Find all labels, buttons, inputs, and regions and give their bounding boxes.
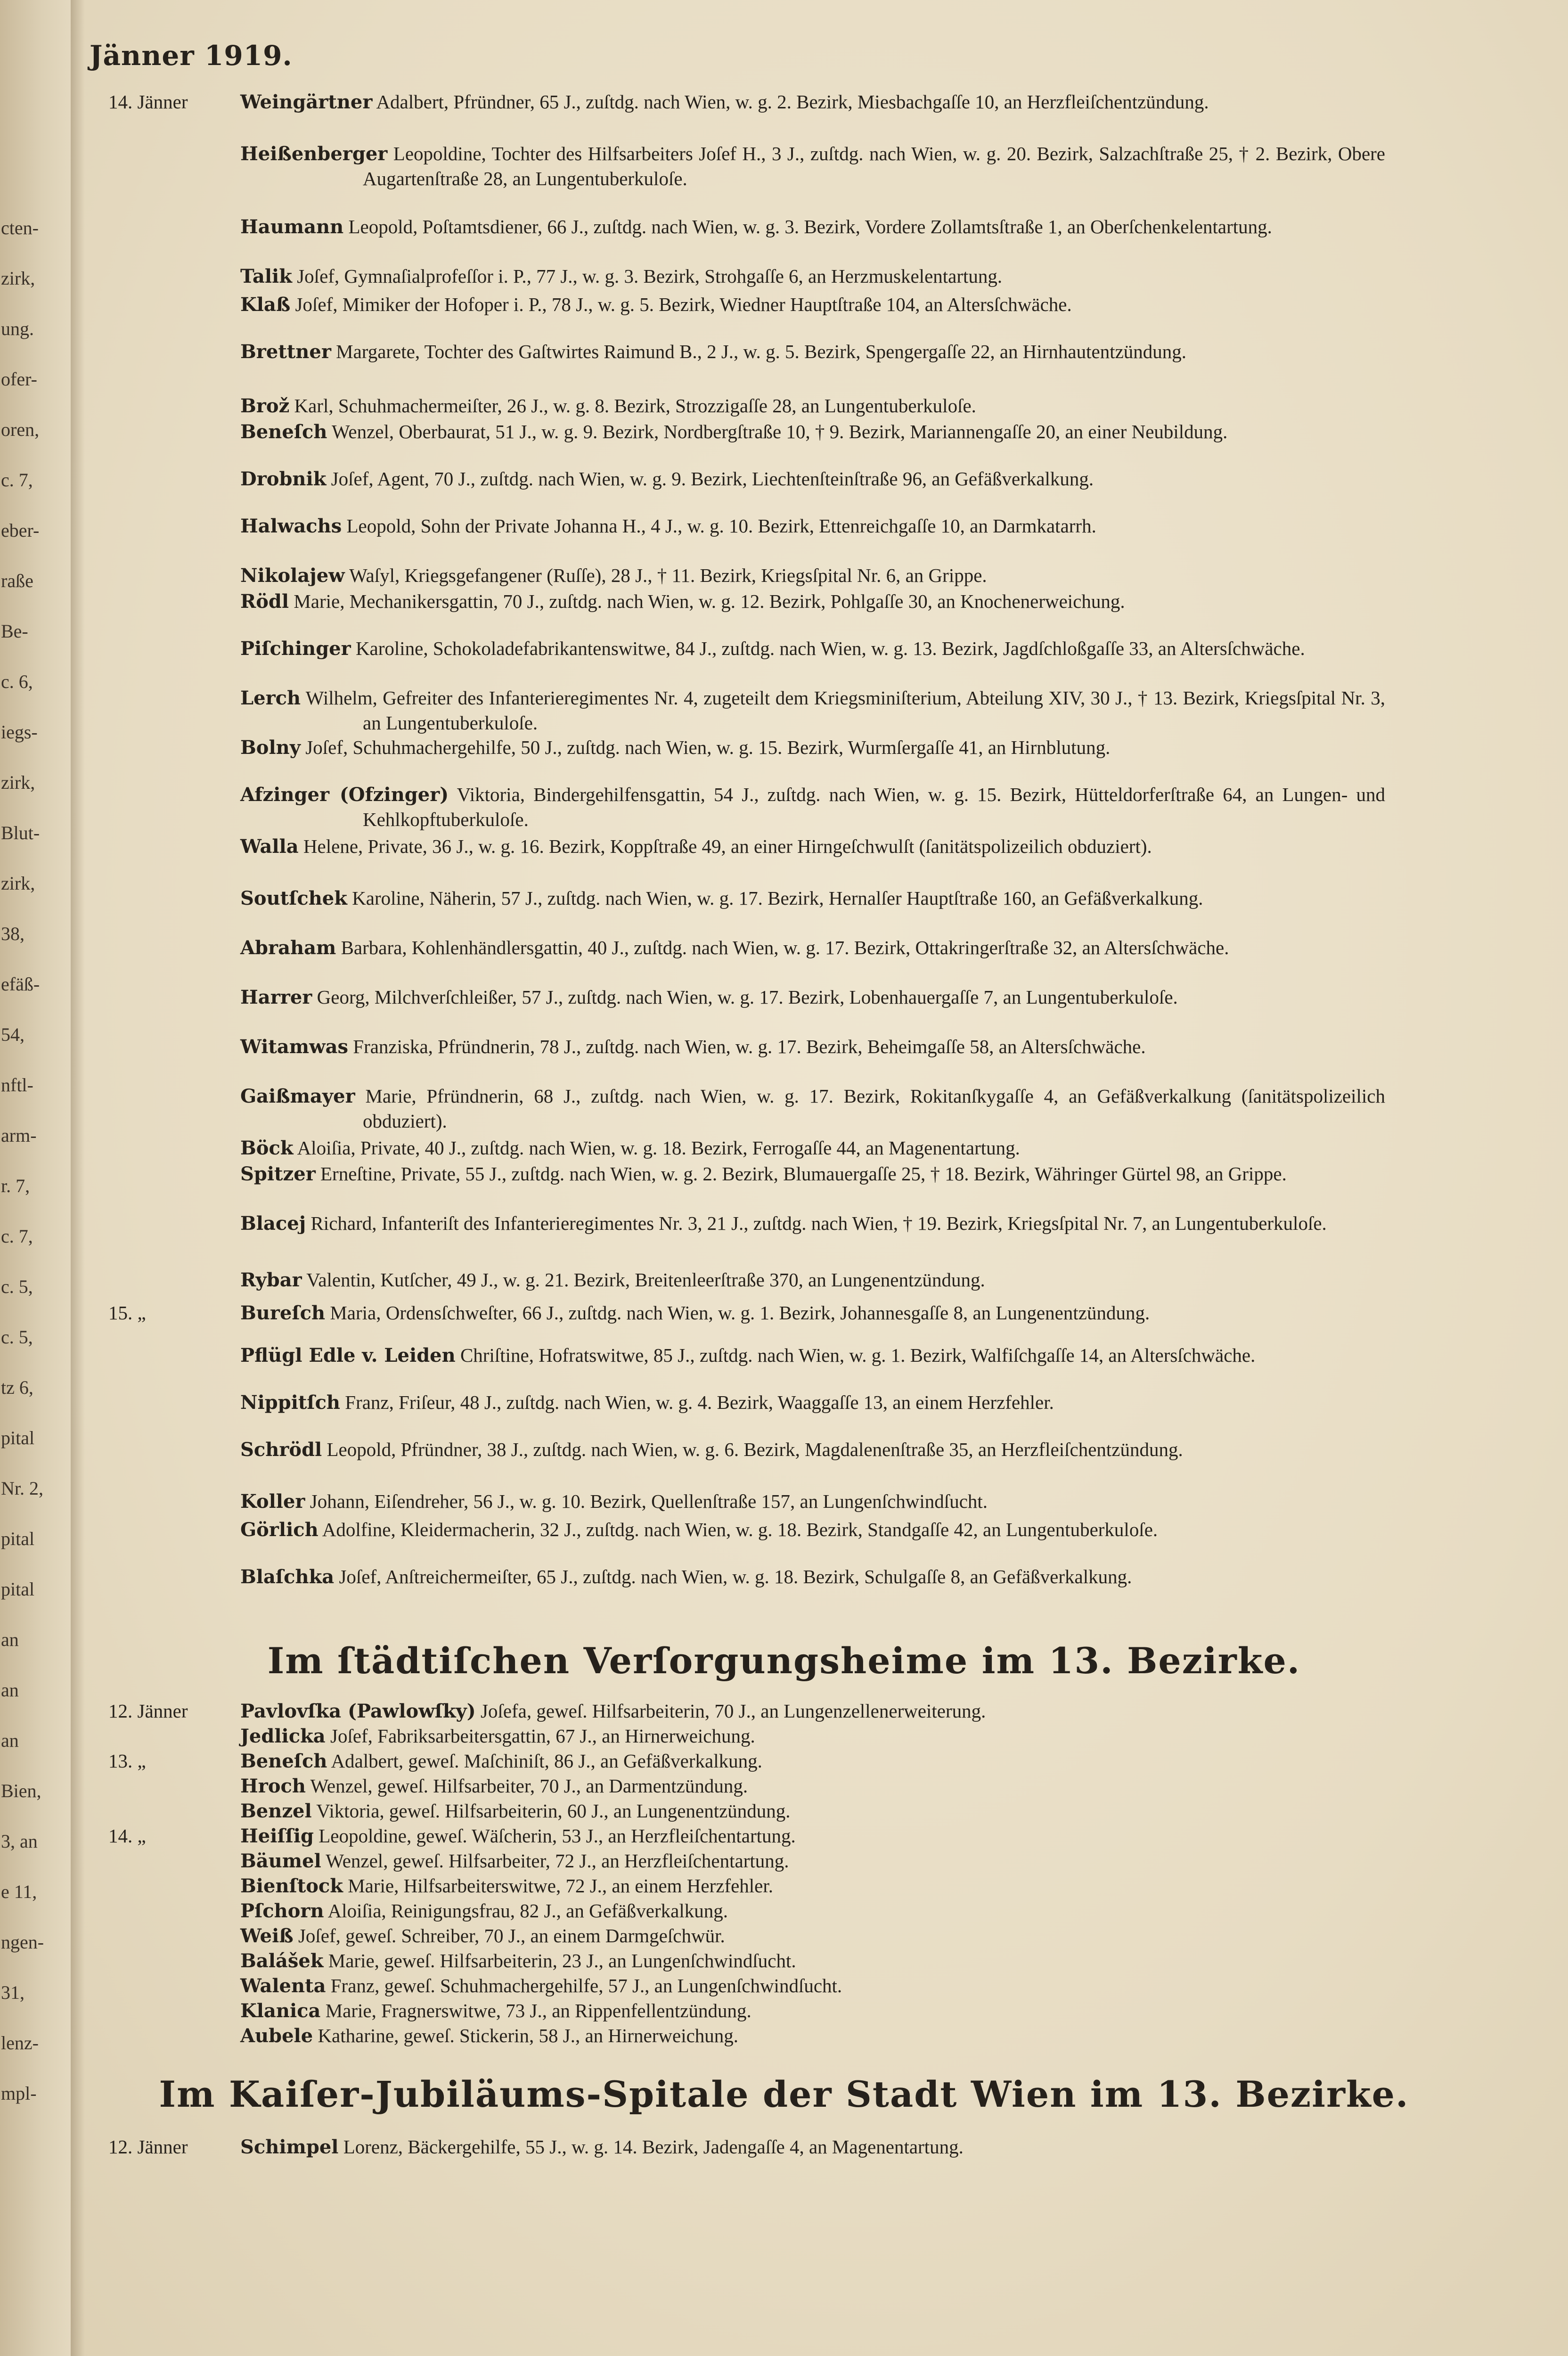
binding-text-fragment: c. 7, [1,469,33,491]
entry-body [240,935,1385,960]
death-record-entry [90,1517,1385,1542]
death-record-entry [90,292,1385,317]
entry-details: Joſef, Fabriksarbeitersgattin, 67 J., an Hirnerweichung. [330,1725,755,1747]
death-record-entry [90,393,1385,418]
entry-surname: Heiſſig [240,1825,314,1847]
entry-body [240,1948,1385,1973]
entry-date: 12. Jänner [108,1700,188,1722]
binding-text-fragment: Be- [1,621,28,642]
entry-body [240,1898,1385,1923]
entry-details: Helene, Private, 36 J., w. g. 16. Bezirk, Koppſtraße 49, an einer Hirngeſchwulſt (ſanitätspolizeilich obduziert). [303,835,1152,857]
entry-details: Wenzel, geweſ. Hilfsarbeiter, 72 J., an Herzfleiſchentartung. [326,1850,789,1872]
entry-surname: Balášek [240,1950,324,1972]
death-record-entry [90,1162,1385,1186]
entry-body [240,1699,1385,1724]
entry-surname: Bienſtock [240,1875,343,1897]
binding-text-fragment: pital [1,1427,35,1448]
death-record-entry [90,886,1385,911]
section-title-jubilaeumsspital: Im Kaiſer-Jubiläums-Spitale der Stadt Wien im 13. Bezirke. [159,2073,1409,2115]
entry-body [240,1873,1385,1898]
entry-details: Wenzel, geweſ. Hilfsarbeiter, 70 J., an Darmentzündung. [310,1775,748,1797]
entry-body [240,2135,1385,2160]
entry-surname: Abraham [240,937,336,959]
entry-body [240,589,1385,614]
entry-details: Aloiſia, Private, 40 J., zuſtdg. nach Wien, w. g. 18. Bezirk, Ferrogaſſe 44, an Magenentartung. [297,1137,1020,1159]
binding-text-fragment: iegs- [1,721,38,743]
entry-details: Karl, Schuhmachermeiſter, 26 J., w. g. 8. Bezirk, Strozzigaſſe 28, an Lungentuberkuloſe. [294,395,976,417]
entry-date: 13. „ [108,1750,146,1772]
entry-body [240,1998,1385,2023]
entry-body [240,1517,1385,1542]
binding-text-fragment: c. 6, [1,671,33,692]
entry-surname: Piſchinger [240,638,351,660]
entry-body [240,886,1385,911]
entry-date: 14. „ [108,1825,146,1847]
entry-body [240,782,1385,832]
entry-surname: Rödl [240,590,289,613]
entry-surname: Nikolajew [240,564,345,587]
binding-text-fragment: tz 6, [1,1377,33,1398]
death-record-entry [90,1749,1385,1774]
binding-text-fragment: e 11, [1,1881,37,1902]
death-record-entry [90,563,1385,588]
entry-surname: Pſchorn [240,1900,324,1922]
death-record-entry [90,1799,1385,1824]
entry-details: Joſef, Schuhmachergehilfe, 50 J., zuſtdg. nach Wien, w. g. 15. Bezirk, Wurmſergaſſe 41, an Hirnblutung. [305,736,1111,758]
entry-details: Richard, Infanteriſt des Infanterieregimentes Nr. 3, 21 J., zuſtdg. nach Wien, † 19. Bezirk, Kriegsſpital Nr. 7, an Lungentuberkuloſe. [310,1212,1327,1234]
entry-surname: Görlich [240,1519,318,1541]
entry-details: Erneſtine, Private, 55 J., zuſtdg. nach Wien, w. g. 2. Bezirk, Blumauergaſſe 25, † 18. Bezirk, Währinger Gürtel 98, an Grippe. [320,1163,1287,1185]
death-record-entry [90,1873,1385,1898]
entry-surname: Bureſch [240,1302,326,1324]
death-record-entry [90,636,1385,661]
entry-details: Marie, Hilfsarbeiterswitwe, 72 J., an einem Herzfehler. [348,1875,774,1897]
entry-date: 15. „ [108,1302,146,1324]
entry-details: Viktoria, geweſ. Hilfsarbeiterin, 60 J., an Lungenentzündung. [316,1800,791,1822]
entry-surname: Halwachs [240,515,342,537]
entry-surname: Walenta [240,1975,326,1997]
entry-details: Johann, Eiſendreher, 56 J., w. g. 10. Bezirk, Quellenſtraße 157, an Lungenſchwindſucht. [310,1490,988,1512]
death-record-entry [90,589,1385,614]
entry-surname: Schrödl [240,1439,322,1461]
entry-details: Leopold, Pfründner, 38 J., zuſtdg. nach Wien, w. g. 6. Bezirk, Magdalenenſtraße 35, an Herzfleiſchentzündung. [327,1439,1183,1460]
entry-details: Adalbert, geweſ. Maſchiniſt, 86 J., an Gefäßverkalkung. [331,1750,762,1772]
binding-text-fragment: c. 5, [1,1326,33,1348]
entry-details: Franz, Friſeur, 48 J., zuſtdg. nach Wien, w. g. 4. Bezirk, Waaggaſſe 13, an einem Herzfehler. [345,1391,1054,1413]
entry-surname: Witamwas [240,1036,349,1058]
binding-shadow [71,0,85,2356]
entry-details: Joſef, geweſ. Schreiber, 70 J., an einem Darmgeſchwür. [298,1925,725,1947]
entry-details: Marie, Pfründnerin, 68 J., zuſtdg. nach Wien, w. g. 17. Bezirk, Rokitanſkygaſſe 4, an Gefäßverkalkung (ſanitätspolizeilich obduziert). [363,1085,1386,1132]
entry-body [240,214,1385,239]
death-record-entry [90,339,1385,364]
entry-surname: Haumann [240,216,344,238]
entry-body [240,1136,1385,1161]
entry-details: Margarete, Tochter des Gaſtwirtes Raimund B., 2 J., w. g. 5. Bezirk, Spengergaſſe 22, an Hirnhautentzündung. [336,341,1187,362]
binding-text-fragment: lenz- [1,2032,39,2053]
entry-details: Joſef, Gymnaſialprofeſſor i. P., 77 J., w. g. 3. Bezirk, Strohgaſſe 6, an Herzmuskelentartung. [297,265,1003,287]
binding-text-fragment: arm- [1,1125,37,1146]
entry-body [240,393,1385,418]
death-record-entry [90,141,1385,191]
binding-text-fragment: 3, an [1,1831,38,1852]
entry-details: Franz, geweſ. Schuhmachergehilfe, 57 J., an Lungenſchwindſucht. [330,1975,842,1996]
death-record-entry [90,1973,1385,1998]
entry-details: Leopold, Poſtamtsdiener, 66 J., zuſtdg. nach Wien, w. g. 3. Bezirk, Vordere Zollamtsſtraße 1, an Oberſchenkelentartung. [348,216,1272,237]
entry-details: Marie, Mechanikersgattin, 70 J., zuſtdg. nach Wien, w. g. 12. Bezirk, Pohlgaſſe 30, an Knochenerweichung. [294,590,1125,612]
entry-body [240,636,1385,661]
entry-surname: Nippitſch [240,1391,341,1414]
death-record-entry [90,1824,1385,1849]
entry-surname: Talik [240,265,292,287]
entry-body [240,339,1385,364]
entry-surname: Afzinger (Ofzinger) [240,784,449,806]
death-record-entry [90,419,1385,444]
death-record-entry [90,466,1385,491]
entry-details: Waſyl, Kriegsgefangener (Ruſſe), 28 J., † 11. Bezirk, Kriegsſpital Nr. 6, an Grippe. [349,564,987,586]
death-record-entry [90,2023,1385,2048]
binding-text-fragment: c. 5, [1,1276,33,1297]
entry-details: Georg, Milchverſchleißer, 57 J., zuſtdg. nach Wien, w. g. 17. Bezirk, Lobenhauergaſſe 7, an Lungentuberkuloſe. [317,986,1178,1008]
entry-surname: Schimpel [240,2136,339,2158]
entry-body [240,1849,1385,1873]
entry-details: Marie, Fragnerswitwe, 73 J., an Rippenfellentzündung. [325,2000,751,2021]
binding-text-fragment: pital [1,1579,35,1600]
death-record-entry [90,1211,1385,1236]
death-record-entry [90,2135,1385,2160]
entry-surname: Koller [240,1490,305,1513]
binding-text-fragment: eber- [1,520,40,541]
entry-details: Franziska, Pfründnerin, 78 J., zuſtdg. nach Wien, w. g. 17. Bezirk, Beheimgaſſe 58, an Altersſchwäche. [353,1036,1146,1057]
entry-body [240,1343,1385,1368]
entry-body [240,1774,1385,1799]
entry-surname: Walla [240,835,299,858]
entry-details: Adolfine, Kleidermacherin, 32 J., zuſtdg. nach Wien, w. g. 18. Bezirk, Standgaſſe 42, an Lungentuberkuloſe. [322,1519,1158,1540]
entry-body [240,1564,1385,1589]
entry-surname: Weingärtner [240,91,373,113]
binding-text-fragment: zirk, [1,873,35,894]
entry-surname: Soutſchek [240,887,347,909]
death-record-entry [90,1034,1385,1059]
binding-text-fragment: nftl- [1,1074,33,1096]
binding-text-fragment: ofer- [1,368,37,390]
entry-surname: Blaſchka [240,1566,335,1588]
death-record-entry [90,985,1385,1010]
binding-text-fragment: cten- [1,217,39,238]
binding-text-fragment: an [1,1679,19,1701]
binding-text-fragment: 31, [1,1982,24,2003]
death-record-entry [90,1136,1385,1161]
entry-body [240,1390,1385,1415]
binding-text-fragment: 38, [1,923,24,944]
death-record-entry [90,1084,1385,1133]
binding-text-fragment: raße [1,570,33,591]
binding-text-fragment: zirk, [1,772,35,793]
death-record-entry [90,735,1385,760]
entry-details: Wenzel, Oberbaurat, 51 J., w. g. 9. Bezirk, Nordbergſtraße 10, † 9. Bezirk, Mariannengaſſe 20, an einer Neubildung. [331,421,1228,442]
death-record-entry [90,90,1385,115]
entry-body [240,563,1385,588]
entry-body [240,985,1385,1010]
entry-body [240,1923,1385,1948]
death-record-entry [90,1301,1385,1325]
death-record-entry [90,264,1385,289]
entry-body [240,419,1385,444]
entry-body [240,264,1385,289]
entry-body [240,1973,1385,1998]
death-record-entry [90,514,1385,539]
death-record-entry [90,834,1385,859]
entry-surname: Klaß [240,294,291,316]
entry-body [240,141,1385,191]
entry-body [240,1034,1385,1059]
entry-surname: Bäumel [240,1850,321,1872]
death-record-entry [90,935,1385,960]
entry-surname: Harrer [240,986,312,1008]
entry-body [240,1301,1385,1325]
entry-surname: Gaißmayer [240,1085,355,1107]
entry-body [240,686,1385,735]
entry-surname: Brettner [240,341,331,363]
entry-details: Leopoldine, geweſ. Wäſcherin, 53 J., an Herzfleiſchentartung. [318,1825,796,1847]
death-record-entry [90,1923,1385,1948]
death-record-entry [90,1343,1385,1368]
entry-details: Katharine, geweſ. Stickerin, 58 J., an Hirnerweichung. [318,2025,739,2046]
entry-surname: Blacej [240,1212,306,1235]
entry-surname: Heißenberger [240,143,388,165]
binding-text-fragment: 54, [1,1024,24,1045]
entry-body [240,514,1385,539]
entry-details: Joſef, Anſtreichermeiſter, 65 J., zuſtdg. nach Wien, w. g. 18. Bezirk, Schulgaſſe 8, an Gefäßverkalkung. [339,1566,1132,1587]
entry-surname: Beneſch [240,1750,327,1772]
entry-surname: Rybar [240,1269,302,1291]
entry-body [240,1749,1385,1774]
death-record-entry [90,1898,1385,1923]
entry-surname: Böck [240,1137,294,1159]
entry-details: Viktoria, Bindergehilfensgattin, 54 J., zuſtdg. nach Wien, w. g. 15. Bezirk, Hütteldorferſtraße 64, an Lungen- und Kehlkopftuberkuloſe. [363,784,1385,830]
death-record-entry [90,1849,1385,1873]
running-head: Jänner 1919. [90,40,293,72]
entry-details: Karoline, Schokoladefabrikantenswitwe, 84 J., zuſtdg. nach Wien, w. g. 13. Bezirk, Jagdſchloßgaſſe 33, an Altersſchwäche. [355,638,1305,659]
entry-surname: Jedlicka [240,1725,326,1747]
binding-text-fragment: Bien, [1,1780,41,1801]
entry-surname: Aubele [240,2025,313,2047]
entry-details: Barbara, Kohlenhändlersgattin, 40 J., zuſtdg. nach Wien, w. g. 17. Bezirk, Ottakringerſtraße 32, an Altersſchwäche. [341,937,1229,958]
entry-surname: Klanica [240,2000,321,2022]
binding-text-fragment: an [1,1629,19,1650]
death-record-entry [90,782,1385,832]
entry-date: 12. Jänner [108,2136,188,2158]
entry-body [240,834,1385,859]
entry-details: Aloiſia, Reinigungsfrau, 82 J., an Gefäßverkalkung. [327,1900,728,1922]
binding-text-fragment: Blut- [1,822,40,843]
entry-body [240,1824,1385,1849]
binding-text-fragment: ngen- [1,1931,44,1953]
entry-details: Wilhelm, Gefreiter des Infanterieregimentes Nr. 4, zugeteilt dem Kriegsminiſterium, Abteilung XIV, 30 J., † 13. Bezirk, Kriegsſpital Nr. 3, an Lungentuberkuloſe. [305,687,1385,734]
death-record-entry [90,1489,1385,1514]
entry-body [240,1724,1385,1749]
binding-text-fragment: an [1,1730,19,1751]
entry-body [240,2023,1385,2048]
entry-surname: Pavlovſka (Pawlowſky) [240,1700,476,1722]
entry-details: Leopold, Sohn der Private Johanna H., 4 J., w. g. 10. Bezirk, Ettenreichgaſſe 10, an Darmkatarrh. [346,515,1096,537]
entry-surname: Hroch [240,1775,306,1797]
death-record-entry [90,214,1385,239]
entry-details: Joſef, Agent, 70 J., zuſtdg. nach Wien, w. g. 9. Bezirk, Liechtenſteinſtraße 96, an Gefäßverkalkung. [331,468,1094,490]
entry-surname: Brož [240,395,290,417]
entry-details: Marie, geweſ. Hilfsarbeiterin, 23 J., an Lungenſchwindſucht. [328,1950,796,1972]
binding-text-fragment: zirk, [1,268,35,289]
death-record-entry [90,686,1385,735]
death-record-entry [90,1948,1385,1973]
death-record-entry [90,1390,1385,1415]
entry-body [240,1437,1385,1462]
death-record-entry [90,1564,1385,1589]
entry-body [240,90,1385,115]
entry-details: Chriſtine, Hofratswitwe, 85 J., zuſtdg. nach Wien, w. g. 1. Bezirk, Walfiſchgaſſe 14, an Altersſchwäche. [460,1344,1256,1366]
entry-body [240,1489,1385,1514]
section-title-versorgungsheim: Im ſtädtiſchen Verſorgungsheime im 13. Bezirke. [267,1640,1301,1682]
entry-body [240,466,1385,491]
entry-body [240,1799,1385,1824]
entry-details: Valentin, Kutſcher, 49 J., w. g. 21. Bezirk, Breitenleerſtraße 370, an Lungenentzündung. [306,1269,985,1291]
death-record-entry [90,1774,1385,1799]
entry-body [240,292,1385,317]
entry-surname: Benzel [240,1800,312,1822]
entry-details: Leopoldine, Tochter des Hilfsarbeiters Joſef H., 3 J., zuſtdg. nach Wien, w. g. 20. Bezirk, Salzachſtraße 25, † 2. Bezirk, Obere Augartenſtraße 28, an Lungentuberkuloſe. [363,143,1385,189]
entry-surname: Weiß [240,1925,294,1947]
entry-body [240,1162,1385,1186]
binding-text-fragment: ung. [1,318,34,339]
entry-surname: Pflügl Edle v. Leiden [240,1344,456,1366]
entry-body [240,1084,1385,1133]
entry-date: 14. Jänner [108,91,188,113]
binding-text-fragment: c. 7, [1,1226,33,1247]
entry-body [240,1268,1385,1293]
entry-surname: Beneſch [240,421,327,443]
entry-details: Joſef, Mimiker der Hofoper i. P., 78 J., w. g. 5. Bezirk, Wiedner Hauptſtraße 104, an Altersſchwäche. [295,294,1072,315]
entry-surname: Bolny [240,736,301,759]
entry-details: Lorenz, Bäckergehilfe, 55 J., w. g. 14. Bezirk, Jadengaſſe 4, an Magenentartung. [343,2136,964,2158]
entry-surname: Drobnik [240,468,327,490]
entry-details: Karoline, Näherin, 57 J., zuſtdg. nach Wien, w. g. 17. Bezirk, Hernalſer Hauptſtraße 160, an Gefäßverkalkung. [352,887,1203,909]
entry-body [240,1211,1385,1236]
entry-details: Joſefa, geweſ. Hilfsarbeiterin, 70 J., an Lungenzellenerweiterung. [480,1700,986,1722]
death-record-entry [90,1998,1385,2023]
entry-surname: Lerch [240,687,301,709]
binding-text-fragment: pital [1,1528,35,1549]
death-record-entry [90,1724,1385,1749]
death-record-entry [90,1268,1385,1293]
binding-text-fragment: r. 7, [1,1175,30,1196]
entry-details: Adalbert, Pfründner, 65 J., zuſtdg. nach Wien, w. g. 2. Bezirk, Miesbachgaſſe 10, an Herzfleiſchentzündung. [376,91,1209,113]
entry-surname: Spitzer [240,1163,316,1185]
binding-text-fragment: oren, [1,419,40,440]
binding-text-fragment: Nr. 2, [1,1478,43,1499]
binding-text-fragment: mpl- [1,2083,37,2104]
death-record-entry [90,1699,1385,1724]
entry-body [240,735,1385,760]
binding-text-fragment: efäß- [1,973,40,995]
death-record-entry [90,1437,1385,1462]
entry-details: Maria, Ordensſchweſter, 66 J., zuſtdg. nach Wien, w. g. 1. Bezirk, Johannesgaſſe 8, an Lungenentzündung. [330,1302,1150,1324]
